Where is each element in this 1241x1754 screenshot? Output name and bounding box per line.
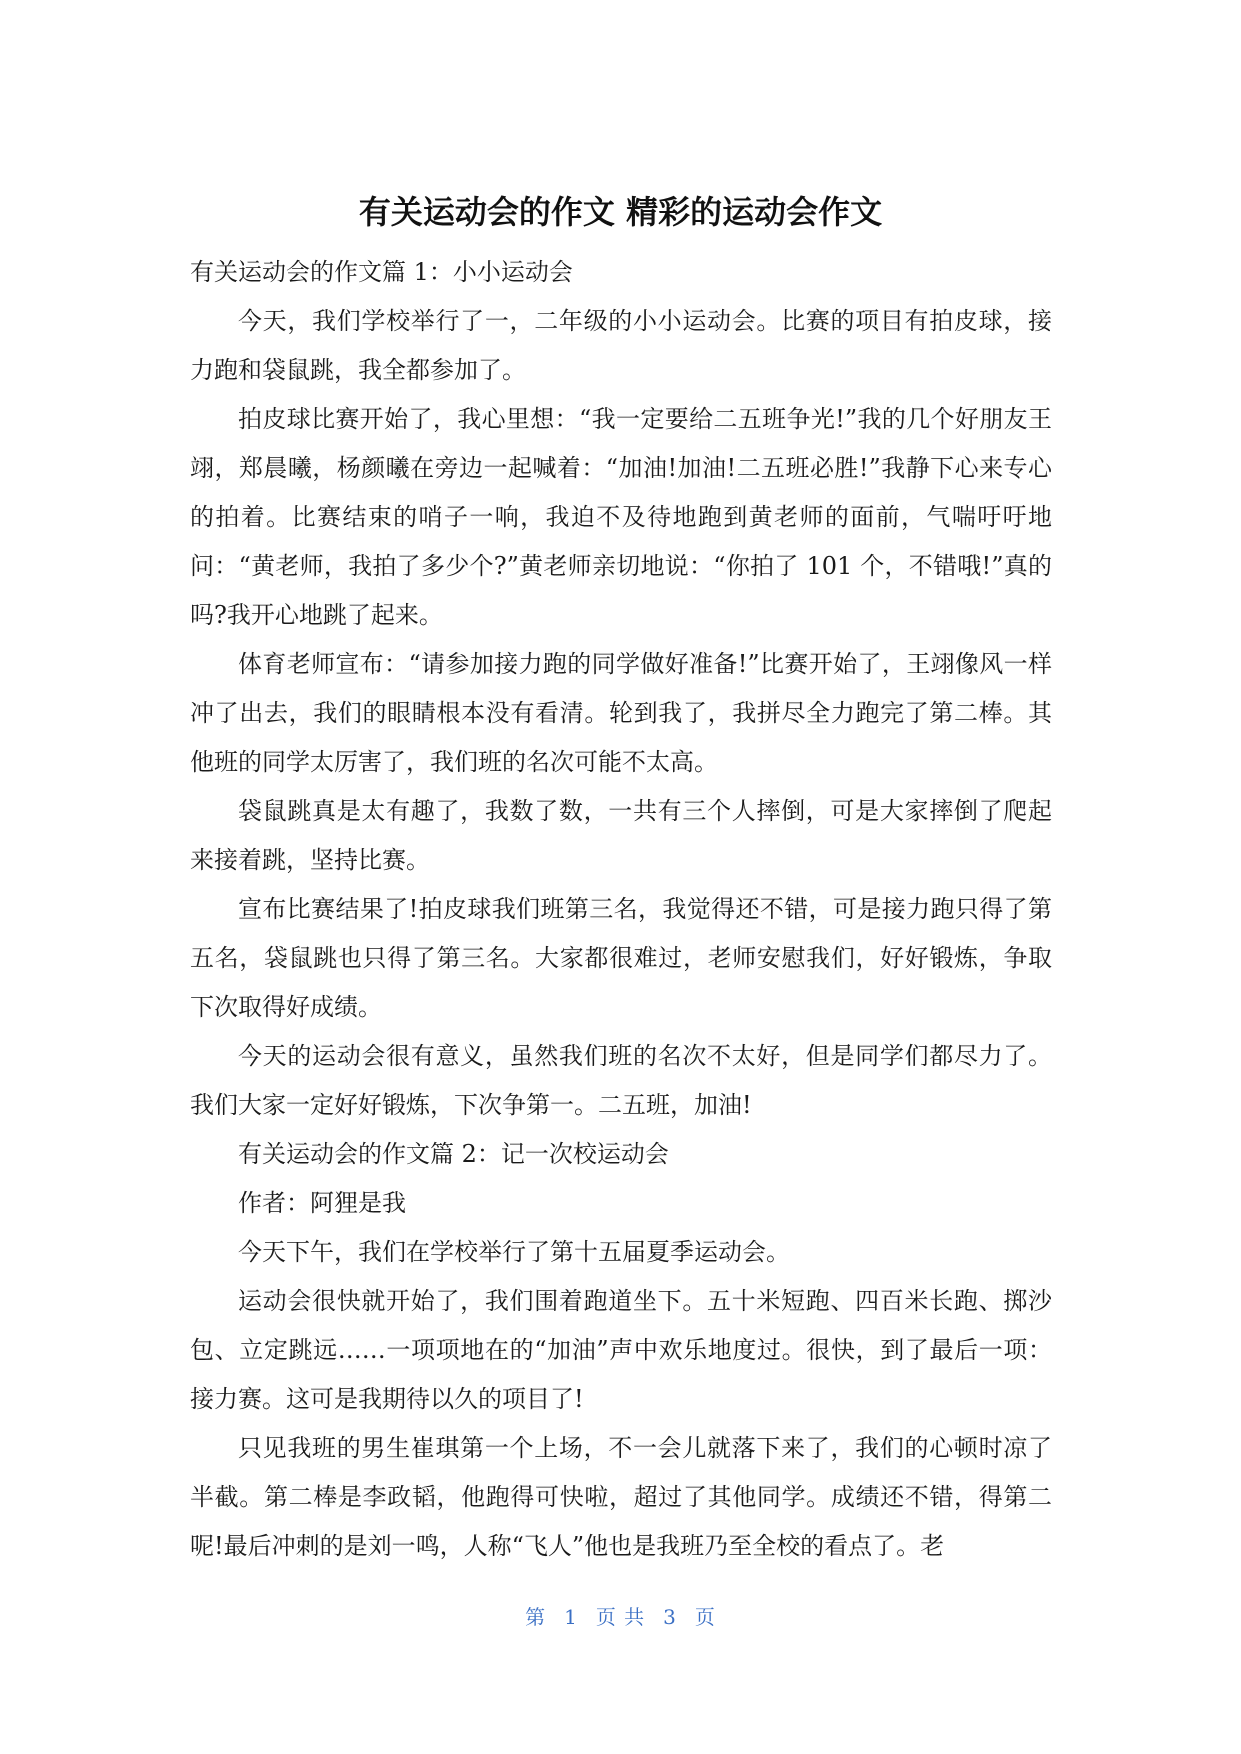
paragraph: 运动会很快就开始了，我们围着跑道坐下。五十米短跑、四百米长跑、掷沙包、立定跳远……一项项地在的“加油”声中欢乐地度过。很快，到了最后一项：接力赛。这可是我期待以久的项目了! [190, 1287, 1052, 1413]
section-heading-1: 有关运动会的作文篇 1：小小运动会 [190, 258, 573, 286]
footer-prefix: 第 [525, 1605, 547, 1629]
paragraph: 宣布比赛结果了!拍皮球我们班第三名，我觉得还不错，可是接力跑只得了第五名，袋鼠跳也只得了第三名。大家都很难过，老师安慰我们，好好锻炼，争取下次取得好成绩。 [190, 895, 1052, 1021]
document-body [190, 248, 1052, 1571]
footer-total-pages: 3 [663, 1605, 677, 1629]
paragraph: 拍皮球比赛开始了，我心里想：“我一定要给二五班争光!”我的几个好朋友王翊，郑晨曦，杨颜曦在旁边一起喊着：“加油!加油!二五班必胜!”我静下心来专心的拍着。比赛结束的哨子一响，我迫不及待地跑到黄老师的面前，气喘吁吁地问：“黄老师，我拍了多少个?”黄老师亲切地说：“你拍了 101 个，不错哦!”真的吗?我开心地跳了起来。 [190, 405, 1052, 629]
paragraph: 今天的运动会很有意义，虽然我们班的名次不太好，但是同学们都尽力了。我们大家一定好好锻炼，下次争第一。二五班，加油! [190, 1042, 1052, 1119]
footer-current-page: 1 [564, 1605, 578, 1629]
paragraph: 只见我班的男生崔琪第一个上场，不一会儿就落下来了，我们的心顿时凉了半截。第二棒是李政韬，他跑得可快啦，超过了其他同学。成绩还不错，得第二呢!最后冲刺的是刘一鸣，人称“飞人”他也是我班乃至全校的看点了。老 [190, 1434, 1052, 1560]
paragraph: 袋鼠跳真是太有趣了，我数了数，一共有三个人摔倒，可是大家摔倒了爬起来接着跳，坚持比赛。 [190, 797, 1052, 874]
document-title: 有关运动会的作文 精彩的运动会作文 [358, 193, 883, 231]
footer-suffix: 页 [694, 1605, 716, 1629]
section-heading-2: 有关运动会的作文篇 2：记一次校运动会 [238, 1140, 669, 1168]
page-footer [0, 1602, 1241, 1632]
paragraph: 体育老师宣布：“请参加接力跑的同学做好准备!”比赛开始了，王翊像风一样冲了出去，我们的眼睛根本没有看清。轮到我了，我拼尽全力跑完了第二棒。其他班的同学太厉害了，我们班的名次可能不太高。 [190, 650, 1052, 776]
paragraph: 今天下午，我们在学校举行了第十五届夏季运动会。 [238, 1238, 790, 1266]
author-line: 作者：阿狸是我 [238, 1189, 406, 1217]
paragraph: 今天，我们学校举行了一，二年级的小小运动会。比赛的项目有拍皮球，接力跑和袋鼠跳，我全都参加了。 [190, 307, 1052, 384]
footer-middle: 页 共 [595, 1605, 646, 1629]
